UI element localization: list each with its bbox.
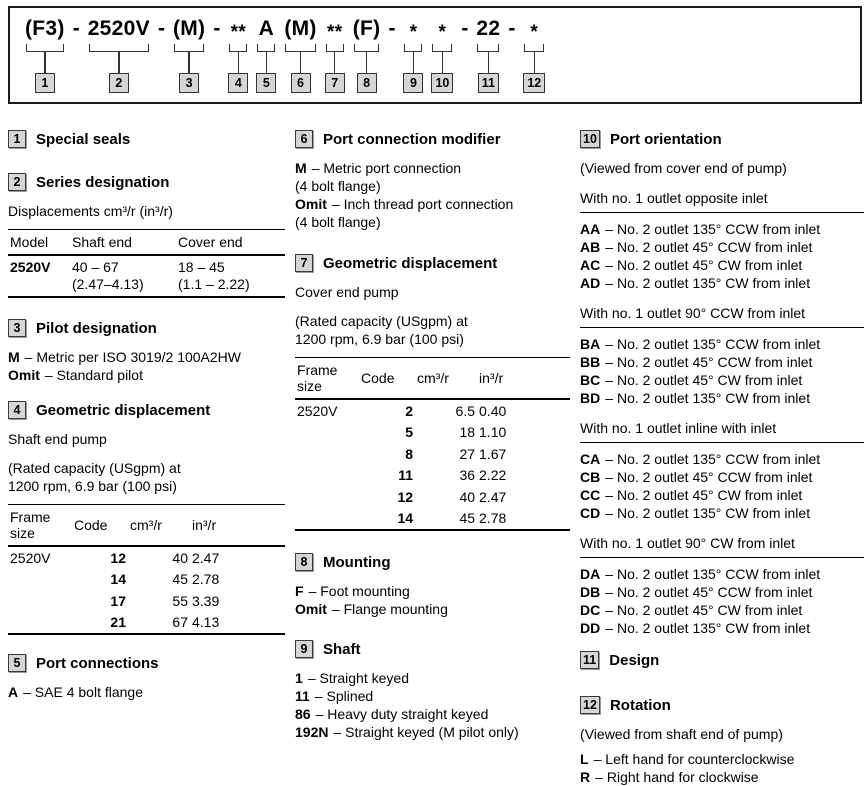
option-code: BA: [580, 336, 601, 352]
bracket-shape: [477, 44, 499, 52]
code-segment-text: (F3): [25, 17, 65, 40]
section-port-orientation: [580, 130, 864, 637]
code-segment-text: *: [530, 22, 539, 43]
col-header-frame-size: Frame size: [297, 362, 338, 394]
option-item: [580, 768, 864, 786]
bracket-shape: [524, 44, 544, 52]
code-separator-dash: -: [461, 17, 469, 40]
cell-code: 12: [110, 549, 126, 566]
port-orientation-option: [580, 274, 864, 292]
group-header: With no. 1 outlet 90° CW from inlet: [580, 535, 864, 558]
section-rotation: [580, 696, 864, 786]
option-code: DA: [580, 566, 601, 582]
cell-in3r: 1.10: [479, 424, 507, 440]
section-title: Port connections: [36, 654, 159, 672]
table-row: [295, 508, 570, 531]
port-orientation-option: [580, 504, 864, 522]
bracket-shape: [354, 44, 380, 52]
option-item: [8, 683, 285, 701]
code-segment: [284, 17, 316, 93]
bracket-stem: [300, 52, 302, 73]
bracket-stem: [118, 52, 120, 73]
cell-cm3r: 36: [459, 467, 476, 483]
option-desc: – SAE 4 bolt flange: [23, 684, 143, 700]
option-code: R: [580, 769, 591, 785]
port-orientation-group-b: [580, 305, 864, 407]
table-row: [8, 612, 285, 635]
section-pilot-designation: [8, 319, 285, 384]
segment-number-box: 8: [357, 73, 377, 93]
section-number-badge: 11: [580, 651, 599, 669]
port-orientation-option: [580, 335, 864, 353]
bracket-stem: [366, 52, 368, 73]
option-code: AD: [580, 275, 601, 291]
option-code: CB: [580, 469, 601, 485]
option-item: [295, 705, 570, 723]
section-geometric-displacement-shaft: [8, 401, 285, 635]
code-segment-text: **: [230, 22, 247, 43]
cell-frame-size: [295, 465, 359, 487]
section-series-designation: [8, 173, 285, 298]
option-desc: – No. 2 outlet 135° CW from inlet: [605, 390, 811, 406]
code-segment-text: *: [438, 22, 447, 43]
option-desc: – Right hand for clockwise: [595, 769, 759, 785]
segment-number-box: 4: [228, 73, 248, 93]
section-number-badge: 5: [8, 654, 26, 672]
option-code: BD: [580, 390, 601, 406]
table-header-row: [295, 358, 570, 400]
code-segment: [213, 17, 248, 93]
cell-code: 11: [398, 467, 414, 483]
segment-number-box: 5: [256, 73, 276, 93]
option-desc: – Inch thread port connection: [331, 196, 514, 212]
option-desc: – No. 2 outlet 135° CCW from inlet: [605, 451, 821, 467]
option-desc: – No. 2 outlet 45° CCW from inlet: [605, 239, 813, 255]
option-desc: – Flange mounting: [331, 601, 448, 617]
option-code: CC: [580, 487, 601, 503]
segment-number-box: 11: [478, 73, 499, 93]
section-geometric-displacement-cover: [295, 254, 570, 531]
port-orientation-option: [580, 371, 864, 389]
cell-in3r: 2.78: [479, 510, 507, 526]
port-orientation-group-c: [580, 420, 864, 522]
table-header-row: [8, 505, 285, 547]
rated-capacity-note: (Rated capacity (USgpm) at 1200 rpm, 6.9 bar (100 psi): [295, 313, 468, 347]
code-separator-dash: -: [157, 17, 165, 40]
code-segment-text: (M): [172, 17, 206, 40]
segment-number-box: 12: [523, 73, 545, 93]
col-header-code: Code: [361, 370, 395, 386]
col-header-shaft-end: Shaft end: [72, 234, 132, 250]
port-orientation-option: [580, 353, 864, 371]
cell-frame-size: [8, 569, 72, 591]
option-item: [8, 366, 285, 384]
pilot-options: [8, 348, 285, 384]
section-number-badge: 12: [580, 696, 600, 714]
option-desc: – Foot mounting: [308, 583, 410, 599]
cell-model: 2520V: [10, 258, 51, 275]
bracket-shape: [432, 44, 452, 52]
code-segment: [508, 17, 545, 93]
port-orientation-option: [580, 256, 864, 274]
port-orientation-option: [580, 238, 864, 256]
cell-in3r: 1.67: [479, 445, 507, 462]
cell-cm3r: 45: [172, 571, 188, 587]
segment-number-box: 3: [179, 73, 199, 93]
option-code: CA: [580, 451, 601, 467]
code-segment-text: 2520V: [87, 17, 150, 40]
section-number-badge: 8: [295, 553, 313, 571]
section-title: Rotation: [609, 696, 671, 714]
option-code: Omit: [295, 196, 327, 212]
option-desc: – No. 2 outlet 45° CCW from inlet: [605, 354, 813, 370]
segment-number-box: 2: [109, 73, 129, 93]
col-header-cm3r: cm³/r: [130, 517, 162, 533]
option-item: [295, 159, 570, 195]
cell-frame-size: [295, 486, 359, 508]
table-row: [295, 486, 570, 508]
section-title: Geometric displacement: [323, 254, 498, 272]
option-code: 1: [295, 670, 303, 686]
option-code: F: [295, 583, 304, 599]
option-desc: – No. 2 outlet 135° CCW from inlet: [605, 221, 821, 237]
cell-code: 17: [110, 592, 126, 609]
cell-in3r: 0.40: [479, 402, 507, 419]
cell-code: 5: [405, 424, 414, 440]
section-number-badge: 1: [8, 130, 26, 148]
code-separator-dash: -: [388, 17, 396, 40]
cell-code: 2: [405, 402, 414, 419]
col-header-model: Model: [10, 234, 49, 250]
cell-in3r: 2.78: [192, 571, 220, 587]
viewed-from-note: (Viewed from shaft end of pump): [580, 726, 783, 742]
group-header: With no. 1 outlet inline with inlet: [580, 420, 864, 443]
option-code: BB: [580, 354, 601, 370]
option-item: [580, 750, 864, 768]
table-row: [8, 590, 285, 612]
option-item: [295, 723, 570, 741]
code-segment-text: (F): [352, 17, 381, 40]
column-left: [8, 130, 285, 786]
option-item: [295, 582, 570, 600]
code-segment: [158, 17, 205, 93]
option-subnote: (4 bolt flange): [295, 214, 381, 230]
code-segment-text: (M): [284, 17, 317, 40]
option-desc: – No. 2 outlet 135° CCW from inlet: [605, 566, 821, 582]
bracket-shape: [174, 44, 204, 52]
cell-frame-size: [295, 443, 359, 465]
bracket-shape: [229, 44, 247, 52]
code-segment: [461, 17, 500, 93]
col-header-in3r: in³/r: [479, 370, 504, 386]
port-orientation-option: [580, 583, 864, 601]
cell-cover-end: 18 – 45 (1.1 – 2.22): [178, 258, 250, 292]
option-desc: – No. 2 outlet 45° CW from inlet: [605, 372, 803, 388]
cover-end-displacement-table: [295, 357, 570, 531]
port-orientation-option: [580, 619, 864, 637]
group-header: With no. 1 outlet opposite inlet: [580, 190, 864, 213]
table-row: [8, 255, 285, 297]
cell-in3r: 2.47: [479, 488, 507, 505]
section-special-seals: [8, 130, 285, 148]
bracket-stem: [534, 52, 536, 73]
group-header: With no. 1 outlet 90° CCW from inlet: [580, 305, 864, 328]
rated-capacity-note: (Rated capacity (USgpm) at 1200 rpm, 6.9 bar (100 psi): [8, 460, 181, 494]
code-segment: [388, 17, 423, 93]
bracket-shape: [326, 44, 344, 52]
bracket-shape: [257, 44, 275, 52]
bracket-shape: [89, 44, 149, 52]
code-segment: [353, 17, 381, 93]
port-orientation-option: [580, 565, 864, 583]
segment-number-box: 1: [35, 73, 55, 93]
code-segment-text: A: [258, 17, 275, 40]
cell-cm3r: 55: [172, 592, 188, 609]
section-number-badge: 4: [8, 401, 26, 419]
pump-end-note: Cover end pump: [295, 284, 399, 300]
option-desc: – Metric port connection: [311, 160, 462, 176]
code-segment: [431, 17, 453, 93]
model-code-page: [0, 6, 868, 785]
col-header-code: Code: [74, 517, 108, 533]
table-row: [295, 422, 570, 444]
port-modifier-options: [295, 159, 570, 231]
port-orientation-group-a: [580, 190, 864, 292]
section-title: Design: [609, 651, 660, 669]
code-segment: [325, 17, 345, 93]
option-desc: – No. 2 outlet 135° CW from inlet: [605, 505, 811, 521]
cell-code: 14: [110, 571, 126, 587]
option-desc: – Metric per ISO 3019/2 100A2HW: [24, 349, 241, 365]
segment-number-box: 7: [325, 73, 345, 93]
series-displacement-table: [8, 229, 285, 298]
section-title: Pilot designation: [36, 319, 157, 337]
rotation-options: [580, 750, 864, 786]
option-desc: – Straight keyed: [307, 670, 409, 686]
option-desc: – Heavy duty straight keyed: [315, 706, 489, 722]
cell-in3r: 2.22: [479, 467, 507, 483]
option-desc: – Standard pilot: [44, 367, 143, 383]
code-segment-text: **: [327, 22, 343, 43]
option-desc: – No. 2 outlet 45° CW from inlet: [605, 257, 803, 273]
option-code: Omit: [295, 601, 327, 617]
model-code-row: [25, 17, 860, 93]
section-title: Port orientation: [609, 130, 722, 148]
pump-end-note: Shaft end pump: [8, 431, 107, 447]
option-item: [295, 669, 570, 687]
viewed-from-note: (Viewed from cover end of pump): [580, 160, 787, 176]
section-title: Special seals: [36, 130, 131, 148]
option-desc: – Left hand for counterclockwise: [593, 751, 795, 767]
section-title: Port connection modifier: [323, 130, 501, 148]
cell-cm3r: 45: [459, 510, 476, 526]
option-code: A: [8, 684, 19, 700]
bracket-stem: [238, 52, 240, 73]
bracket-stem: [266, 52, 268, 73]
option-desc: – No. 2 outlet 135° CW from inlet: [605, 275, 811, 291]
section-number-badge: 10: [580, 130, 600, 148]
content-columns: [0, 130, 868, 786]
table-row: [8, 546, 285, 569]
port-orientation-group-d: [580, 535, 864, 637]
section-shaft: [295, 640, 570, 741]
cell-cm3r: 27: [459, 445, 476, 462]
option-code: AB: [580, 239, 601, 255]
bracket-stem: [488, 52, 490, 73]
col-header-cover-end: Cover end: [178, 234, 243, 250]
table-row: [8, 569, 285, 591]
option-code: 192N: [295, 724, 329, 740]
column-middle: [295, 130, 570, 786]
bracket-stem: [188, 52, 190, 73]
port-orientation-option: [580, 486, 864, 504]
port-orientation-option: [580, 601, 864, 619]
section-port-connection-modifier: [295, 130, 570, 231]
bracket-shape: [285, 44, 315, 52]
section-mounting: [295, 553, 570, 618]
segment-number-box: 10: [431, 73, 453, 93]
option-desc: – No. 2 outlet 45° CW from inlet: [605, 602, 803, 618]
option-code: 11: [295, 688, 310, 704]
col-header-frame-size: Frame size: [10, 509, 51, 541]
option-item: [295, 195, 570, 231]
option-code: 86: [295, 706, 311, 722]
section-number-badge: 3: [8, 319, 26, 337]
section-title: Series designation: [36, 173, 170, 191]
shaft-options: [295, 669, 570, 741]
section-title: Shaft: [323, 640, 361, 658]
section-title: Mounting: [323, 553, 391, 571]
shaft-end-displacement-table: [8, 504, 285, 635]
port-orientation-option: [580, 468, 864, 486]
option-item: [295, 600, 570, 618]
option-code: CD: [580, 505, 601, 521]
code-segment: [256, 17, 276, 93]
cell-cm3r: 18: [459, 424, 476, 440]
option-item: [295, 687, 570, 705]
code-segment: [25, 17, 65, 93]
displacements-note: Displacements cm³/r (in³/r): [8, 203, 173, 219]
option-code: M: [8, 349, 20, 365]
option-desc: – No. 2 outlet 45° CW from inlet: [605, 487, 803, 503]
option-code: BC: [580, 372, 601, 388]
cell-frame-size: [8, 590, 72, 612]
table-row: [295, 465, 570, 487]
port-orientation-option: [580, 389, 864, 407]
option-desc: – Splined: [314, 688, 374, 704]
bracket-stem: [44, 52, 46, 73]
section-title: Geometric displacement: [36, 401, 211, 419]
port-orientation-option: [580, 220, 864, 238]
cell-code: 8: [405, 445, 414, 462]
mounting-options: [295, 582, 570, 618]
bracket-shape: [404, 44, 422, 52]
code-separator-dash: -: [72, 17, 80, 40]
option-desc: – No. 2 outlet 135° CW from inlet: [605, 620, 811, 636]
option-code: DD: [580, 620, 601, 636]
option-code: DB: [580, 584, 601, 600]
bracket-stem: [334, 52, 336, 73]
option-desc: – No. 2 outlet 135° CCW from inlet: [605, 336, 821, 352]
col-header-in3r: in³/r: [192, 517, 217, 533]
option-code: Omit: [8, 367, 40, 383]
cell-shaft-end: 40 – 67 (2.47–4.13): [72, 258, 144, 292]
cell-cm3r: 40: [172, 549, 188, 566]
option-desc: – No. 2 outlet 45° CCW from inlet: [605, 584, 813, 600]
cell-cm3r: 67: [172, 614, 188, 630]
section-number-badge: 2: [8, 173, 26, 191]
table-row: [295, 443, 570, 465]
code-separator-dash: -: [213, 17, 221, 40]
column-right: [580, 130, 864, 786]
col-header-cm3r: cm³/r: [417, 370, 449, 386]
bracket-stem: [413, 52, 415, 73]
cell-frame-size: [295, 422, 359, 444]
port-connection-options: [8, 683, 285, 701]
code-segment: [73, 17, 150, 93]
table-header-row: [8, 230, 285, 256]
cell-code: 14: [397, 510, 414, 526]
section-number-badge: 9: [295, 640, 313, 658]
section-port-connections: [8, 654, 285, 701]
cell-code: 21: [110, 614, 126, 630]
code-segment-text: 22: [476, 17, 501, 40]
option-item: [8, 348, 285, 366]
section-number-badge: 7: [295, 254, 313, 272]
bracket-shape: [26, 44, 64, 52]
cell-in3r: 2.47: [192, 549, 220, 566]
cell-frame-size: [8, 612, 72, 635]
cell-frame-size: 2520V: [10, 549, 51, 566]
cell-in3r: 3.39: [192, 592, 220, 609]
option-code: L: [580, 751, 589, 767]
cell-frame-size: 2520V: [297, 402, 338, 419]
option-code: DC: [580, 602, 601, 618]
cell-cm3r: 6.5: [455, 402, 476, 419]
code-segment-text: *: [409, 22, 418, 43]
option-desc: – Straight keyed (M pilot only): [333, 724, 519, 740]
code-separator-dash: -: [508, 17, 516, 40]
option-code: AC: [580, 257, 601, 273]
option-desc: – No. 2 outlet 45° CCW from inlet: [605, 469, 813, 485]
section-number-badge: 6: [295, 130, 313, 148]
port-orientation-option: [580, 450, 864, 468]
section-design: [580, 651, 864, 669]
model-code-diagram: [8, 6, 862, 104]
option-subnote: (4 bolt flange): [295, 178, 381, 194]
cell-in3r: 4.13: [192, 614, 220, 630]
cell-cm3r: 40: [459, 488, 476, 505]
bracket-stem: [442, 52, 444, 73]
table-row: [295, 399, 570, 422]
segment-number-box: 9: [403, 73, 423, 93]
cell-frame-size: [295, 508, 359, 531]
option-code: AA: [580, 221, 601, 237]
option-code: M: [295, 160, 307, 176]
segment-number-box: 6: [291, 73, 311, 93]
cell-code: 12: [397, 488, 414, 505]
